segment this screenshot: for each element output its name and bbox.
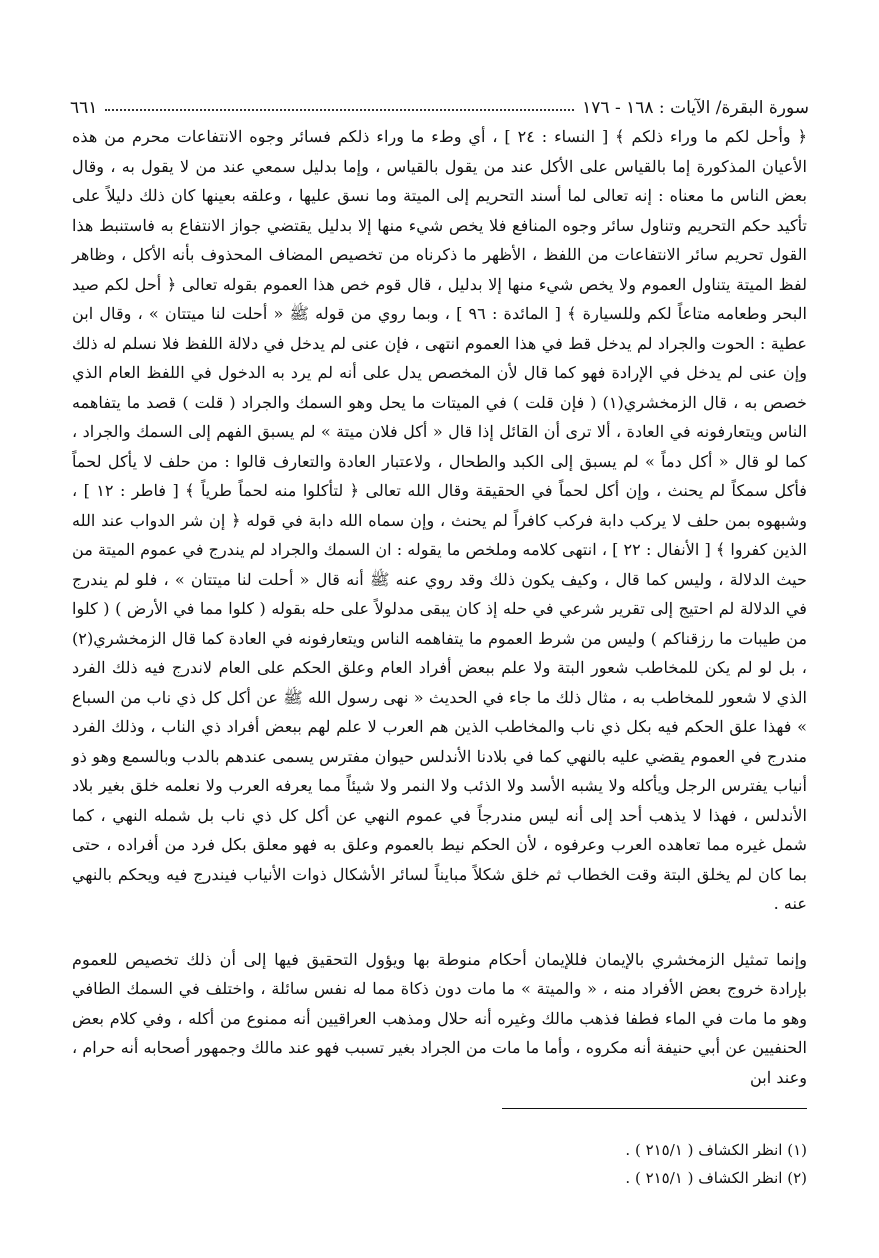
footnotes (72, 1136, 807, 1192)
footnote-1: (١) انظر الكشاف ( ٢١٥/١ ) . (625, 1141, 807, 1159)
main-text (72, 122, 807, 1092)
page-number: ٦٦١ (70, 98, 98, 118)
surah-verse-title: سورة البقرة/ الآيات : ١٦٨ - ١٧٦ (582, 98, 809, 118)
footnote-2: (٢) انظر الكشاف ( ٢١٥/١ ) . (625, 1169, 807, 1187)
paragraph: ﴿ وأحل لكم ما وراء ذلكم ﴾ [ النساء : ٢٤ ] ، أي وطء ما وراء ذلكم فسائر وجوه الانتفاعات محرم من هذه الأعيان المذكورة إما بالقياس على الأكل عند من يقول بالقياس ، وإما بدليل سمعي عند من لا يقول به ، وقال بعض الناس ما معناه : إنه تعالى لما أسند التحريم إلى الميتة وما نسق عليها ، وعلقه بعينها كان ذلك دليلاً على تأكيد حكم التحريم وتناول سائر وجوه المنافع فلا يخص شيء منها إلا بدليل يقتضي جواز الانتفاع به فاستنبط هذا القول تحريم سائر الانتفاعات من اللفظ ، الأظهر ما ذكرناه من تخصيص المضاف المحذوف بأنه الأكل ، وظاهر لفظ الميتة يتناول العموم ولا يخص شيء منها إلا بدليل ، قال قوم خص هذا العموم بقوله تعالى ﴿ أحل لكم صيد البحر وطعامه متاعاً لكم وللسيارة ﴾ [ المائدة : ٩٦ ] ، وبما روي من قوله ﷺ « أحلت لنا ميتتان » ، وقال ابن عطية : الحوت والجراد لم يدخل قط في هذا العموم انتهى ، فإن عنى لم يدخل في دلالة اللفظ فلا نسلم له ذلك وإن عنى لم يدخل في الإرادة فهو كما قال لأن المخصص يدل على أنه لم يرد به الدخول في اللفظ العام الذي خصص به ، قال الزمخشري(١) ( فإن قلت ) في الميتات ما يحل وهو السمك والجراد ( قلت ) قصد ما يتفاهمه الناس ويتعارفونه في العادة ، ألا ترى أن القائل إذا قال « أكل فلان ميتة » لم يسبق الفهم إلى السمك والجراد ، كما لو قال « أكل دماً » لم يسبق إلى الكبد والطحال ، ولاعتبار العادة والتعارف قالوا : من حلف لا يأكل لحماً فأكل سمكاً لم يحنث ، وإن أكل لحماً في الحقيقة وقال الله تعالى ﴿ لتأكلوا منه لحماً طرياً ﴾ [ فاطر : ١٢ ] ، وشبهوه بمن حلف لا يركب دابة فركب كافراً لم يحنث ، وإن سماه الله دابة في قوله ﴿ إن شر الدواب عند الله الذين كفروا ﴾ [ الأنفال : ٢٢ ] ، انتهى كلامه وملخص ما يقوله : ان السمك والجراد لم يندرج في عموم الميتة من حيث الدلالة ، وليس كما قال ، وكيف يكون ذلك وقد روي عنه ﷺ أنه قال « أحلت لنا ميتتان » ، فلو لم يندرج في الدلالة لم احتيج إلى تقرير شرعي في حله إذ كان يبقى مدلولاً على حله بقوله ( كلوا مما في الأرض ) ( كلوا من طيبات ما رزقناكم ) وليس من شرط العموم ما يتفاهمه الناس ويتعارفونه في العادة كما قال الزمخشري(٢) ، بل لو لم يكن للمخاطب شعور البتة ولا علم ببعض أفراد العام وعلق الحكم على العام لاندرج فيه ذلك الفرد الذي لا شعور للمخاطب به ، مثال ذلك ما جاء في الحديث « نهى رسول الله ﷺ عن أكل كل ذي ناب من السباع » فهذا علق الحكم فيه بكل ذي ناب والمخاطب الذين هم العرب لا علم لهم ببعض أفراد ذي الناب ، وذلك الفرد مندرج في العموم يقضي عليه بالنهي كما في بلادنا الأندلس حيوان مفترس يسمى عندهم بالدب وبالسمع وهو ذو أنياب يفترس الرجل ويأكله ولا يشبه الأسد ولا الذئب ولا النمر ولا شيئاً مما يعرفه العرب ولا نعلمه خلق بغير بلاد الأندلس ، فهذا لا يذهب أحد إلى أنه ليس مندرجاً في عموم النهي عن أكل كل ذي ناب بل شمله النهي ، كما شمل غيره مما تعاهده العرب وعرفوه ، لأن الحكم نيط بالعموم وعلق به فهو معلق بكل فرد من أفراده ، حتى بما كان لم يخلق البتة وقت الخطاب ثم خلق شكلاً مبايناً لسائر الأشكال ذوات الأنياب فيندرج فيه ويحكم بالنهي عنه . (72, 127, 808, 913)
running-header (70, 88, 809, 118)
paragraph: وإنما تمثيل الزمخشري بالإيمان فللإيمان أحكام منوطة بها ويؤول التحقيق فيها إلى أن ذلك تخصيص للعموم بإرادة خروج بعض الأفراد منه ، « والميتة » ما مات دون ذكاة مما له نفس سائلة ، واختلف في السمك الطافي وهو ما مات في الماء فطفا فذهب مالك وغيره أنه حلال ومذهب العراقيين أنه ممنوع من أكله ، وفي كلام بعض الحنفيين عن أبي حنيفة أنه مكروه ، وأما ما مات من الجراد بغير تسبب فهو عند مالك وجمهور أصحابه أنه حرام ، وعند ابن (72, 949, 807, 1087)
dotted-leader (105, 108, 574, 111)
footnote-separator (502, 1108, 807, 1109)
